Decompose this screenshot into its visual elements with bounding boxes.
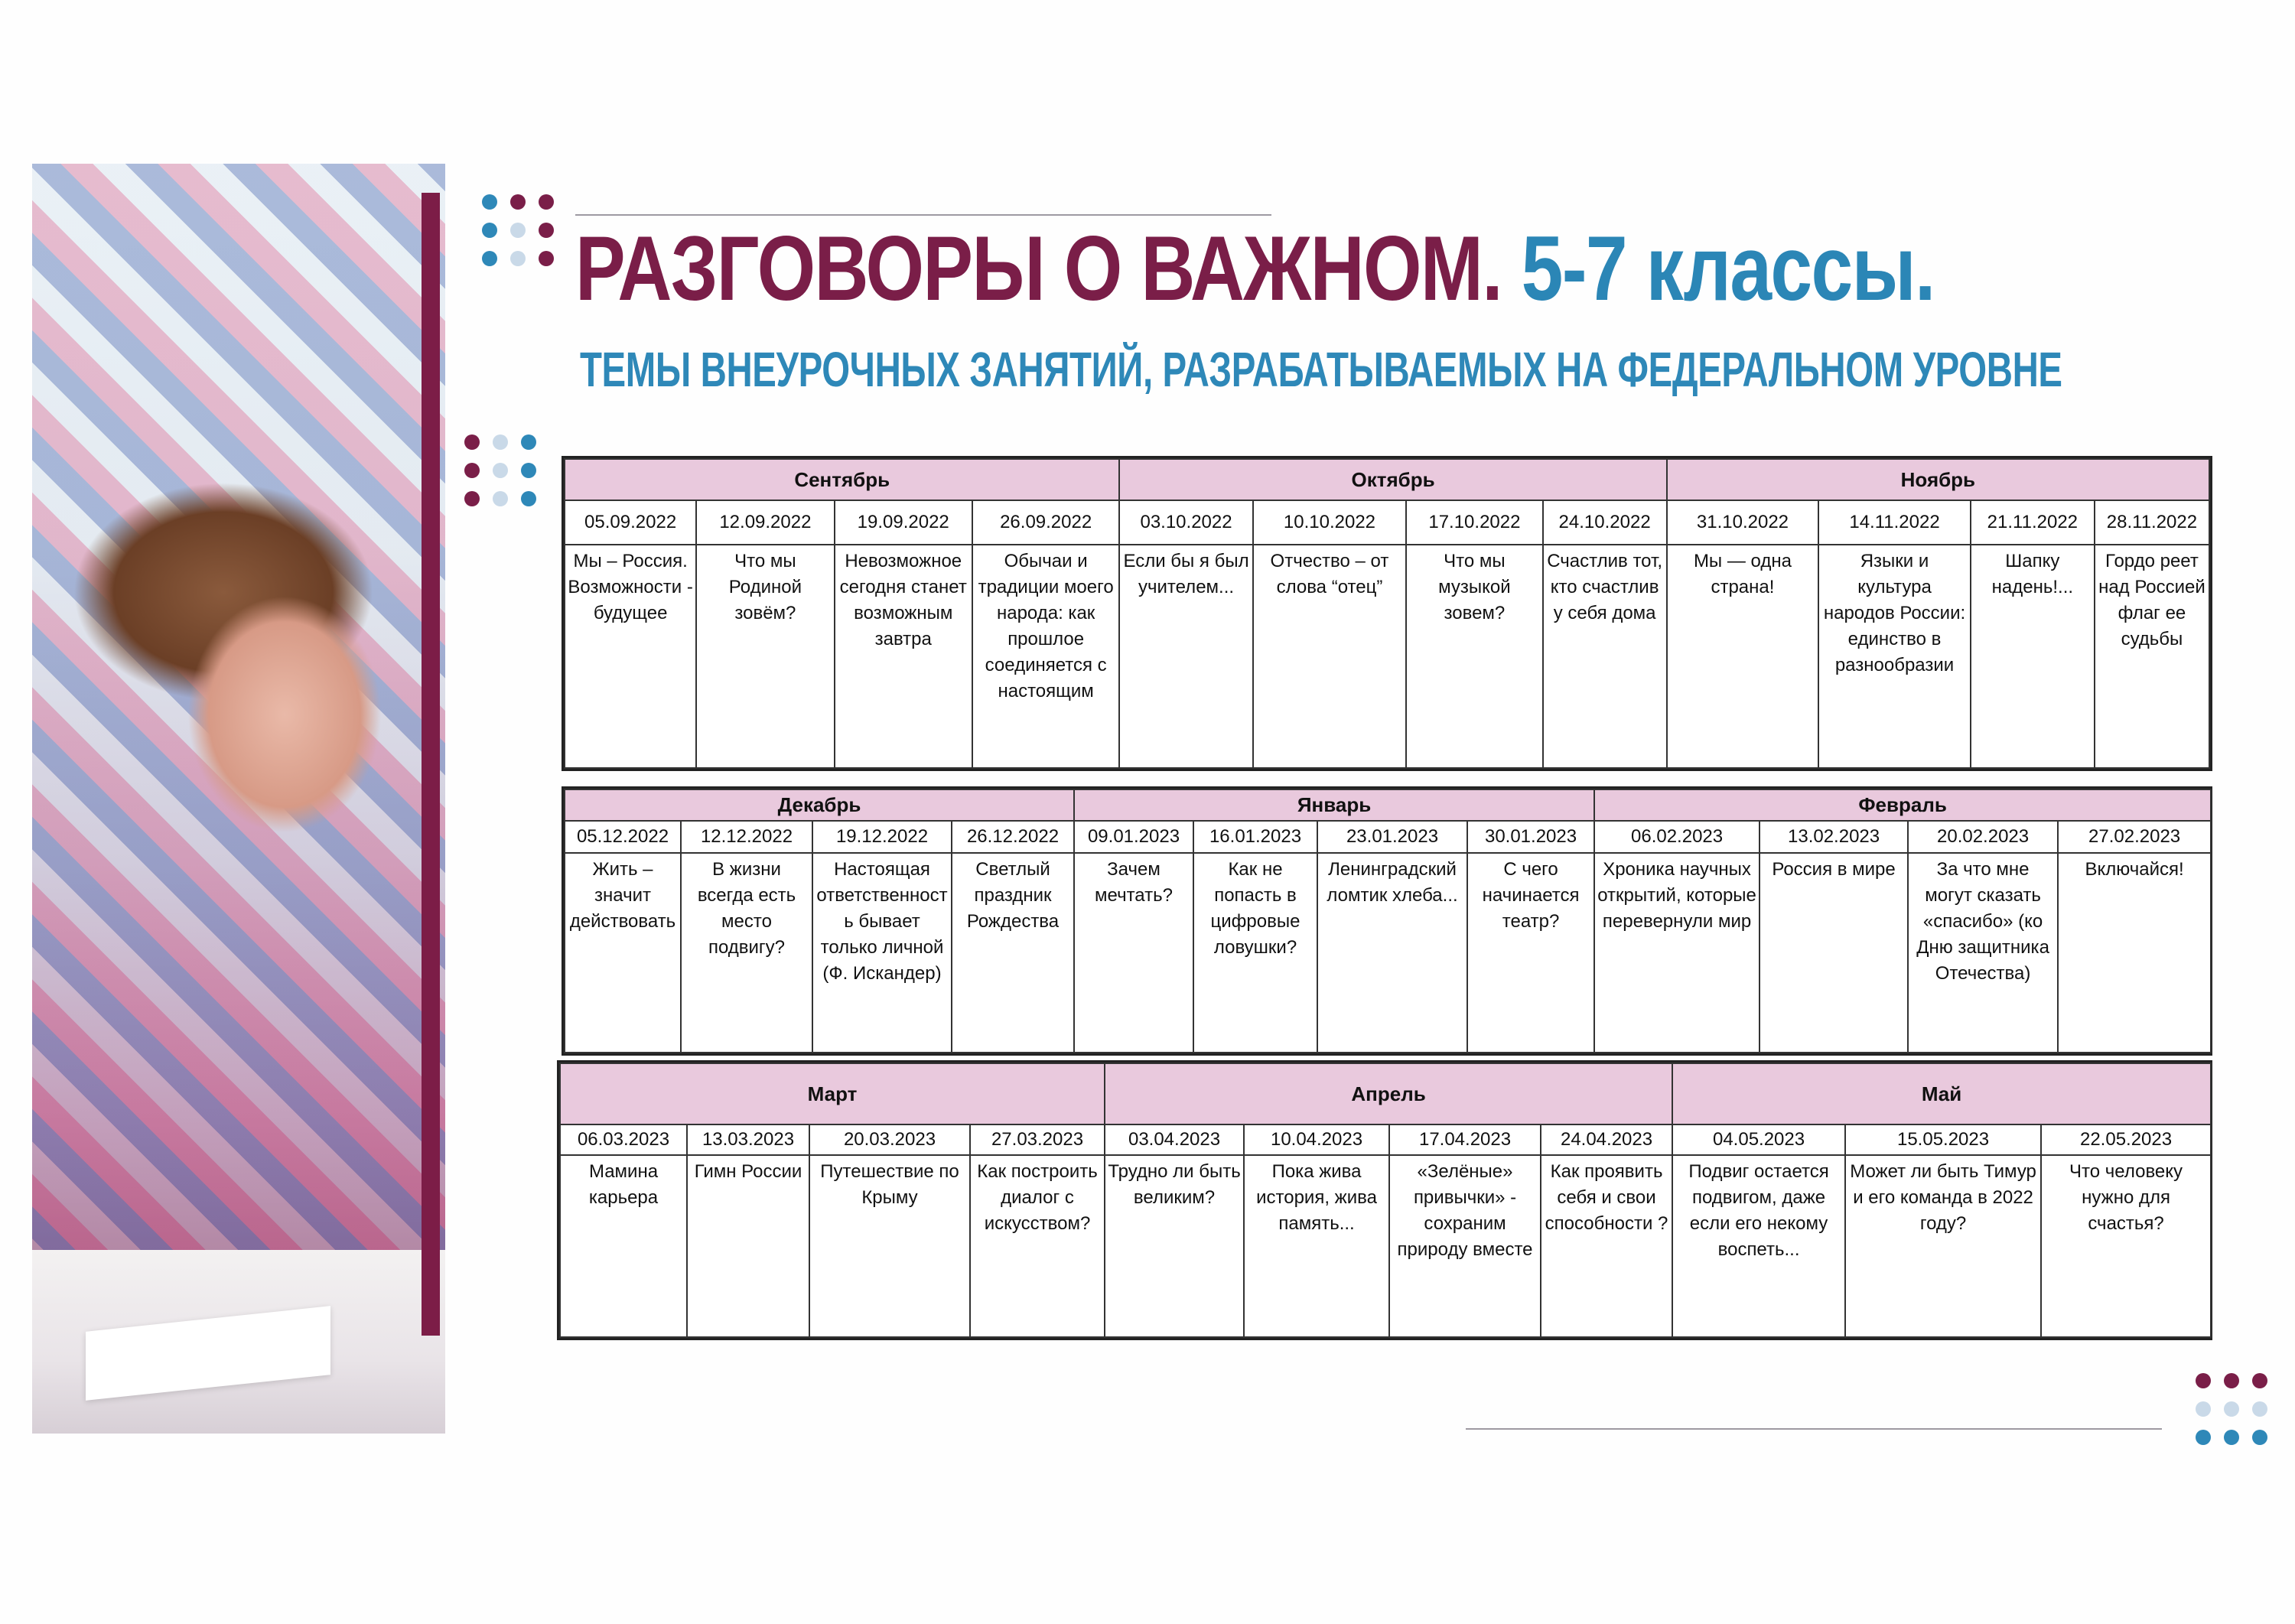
schedule-block-spring bbox=[557, 1060, 2212, 1340]
lesson-topic: Путешествие по Крыму bbox=[809, 1155, 970, 1337]
lesson-date: 06.02.2023 bbox=[1594, 821, 1760, 853]
lesson-date: 21.11.2022 bbox=[1971, 500, 2095, 545]
dot bbox=[493, 491, 508, 506]
date-row bbox=[560, 1124, 2211, 1155]
lesson-topic: Светлый праздник Рождества bbox=[952, 853, 1074, 1053]
lesson-date: 10.04.2023 bbox=[1244, 1124, 1389, 1155]
lesson-date: 15.05.2023 bbox=[1845, 1124, 2041, 1155]
lesson-date: 30.01.2023 bbox=[1467, 821, 1594, 853]
lesson-date: 26.12.2022 bbox=[952, 821, 1074, 853]
lesson-topic: За что мне могут сказать «спасибо» (ко Дню защитника Отечества) bbox=[1908, 853, 2058, 1053]
lesson-date: 03.04.2023 bbox=[1105, 1124, 1244, 1155]
month-row bbox=[565, 459, 2209, 500]
lesson-date: 27.03.2023 bbox=[970, 1124, 1105, 1155]
lesson-date: 13.03.2023 bbox=[687, 1124, 809, 1155]
dot bbox=[2224, 1430, 2239, 1445]
lesson-date: 24.10.2022 bbox=[1543, 500, 1667, 545]
schedule-block-winter bbox=[562, 786, 2212, 1056]
dot bbox=[2196, 1430, 2211, 1445]
title-accent: 5-7 классы. bbox=[1521, 217, 1935, 320]
accent-bar bbox=[422, 193, 440, 1336]
bottom-divider bbox=[1466, 1428, 2162, 1430]
month-header: Сентябрь bbox=[565, 459, 1119, 500]
dot bbox=[482, 251, 497, 266]
date-row bbox=[565, 821, 2211, 853]
dot bbox=[464, 434, 480, 450]
lesson-topic: Настоящая ответственность бывает только личной (Ф. Искандер) bbox=[812, 853, 952, 1053]
dot bbox=[510, 251, 526, 266]
lesson-date: 12.09.2022 bbox=[696, 500, 834, 545]
month-header: Май bbox=[1672, 1063, 2211, 1124]
lesson-topic: Шапку надень!... bbox=[1971, 545, 2095, 768]
dot bbox=[2224, 1373, 2239, 1388]
lesson-date: 19.12.2022 bbox=[812, 821, 952, 853]
lesson-topic: Пока жива история, жива память... bbox=[1244, 1155, 1389, 1337]
month-header: Ноябрь bbox=[1667, 459, 2209, 500]
lesson-topic: Хроника научных открытий, которые перевернули мир bbox=[1594, 853, 1760, 1053]
dot bbox=[2252, 1401, 2267, 1417]
lesson-date: 17.10.2022 bbox=[1406, 500, 1542, 545]
lesson-date: 20.03.2023 bbox=[809, 1124, 970, 1155]
lesson-date: 13.02.2023 bbox=[1760, 821, 1908, 853]
paper-sheet bbox=[86, 1306, 330, 1401]
topic-row bbox=[565, 545, 2209, 768]
lesson-date: 26.09.2022 bbox=[972, 500, 1120, 545]
month-header: Апрель bbox=[1105, 1063, 1672, 1124]
title-main: РАЗГОВОРЫ О ВАЖНОМ. bbox=[575, 217, 1502, 320]
lesson-topic: Языки и культура народов России: единство в разнообразии bbox=[1818, 545, 1971, 768]
dot bbox=[2196, 1401, 2211, 1417]
dot bbox=[510, 223, 526, 238]
dot bbox=[2224, 1401, 2239, 1417]
dot bbox=[2196, 1373, 2211, 1388]
lesson-topic: С чего начинается театр? bbox=[1467, 853, 1594, 1053]
lesson-topic: Счастлив тот, кто счастлив у себя дома bbox=[1543, 545, 1667, 768]
dot bbox=[539, 223, 554, 238]
lesson-topic: Отчество – от слова “отец” bbox=[1253, 545, 1407, 768]
lesson-date: 05.12.2022 bbox=[565, 821, 681, 853]
dot-grid-top bbox=[482, 194, 554, 266]
lesson-topic: Включайся! bbox=[2058, 853, 2211, 1053]
dot bbox=[464, 491, 480, 506]
dot-grid-bottom bbox=[2196, 1373, 2267, 1445]
lesson-topic: Невозможное сегодня станет возможным завтра bbox=[835, 545, 972, 768]
month-row bbox=[565, 789, 2211, 821]
lesson-topic: Что мы музыкой зовем? bbox=[1406, 545, 1542, 768]
lesson-date: 10.10.2022 bbox=[1253, 500, 1407, 545]
lesson-topic: Зачем мечтать? bbox=[1074, 853, 1193, 1053]
lesson-topic: Обычаи и традиции моего народа: как прошлое соединяется с настоящим bbox=[972, 545, 1120, 768]
lesson-date: 27.02.2023 bbox=[2058, 821, 2211, 853]
lesson-date: 09.01.2023 bbox=[1074, 821, 1193, 853]
lesson-date: 31.10.2022 bbox=[1667, 500, 1819, 545]
lesson-topic: Мамина карьера bbox=[560, 1155, 687, 1337]
boy-photo bbox=[32, 164, 445, 1434]
dot bbox=[493, 463, 508, 478]
lesson-topic: Жить – значит действовать bbox=[565, 853, 681, 1053]
dot bbox=[2252, 1430, 2267, 1445]
lesson-topic: Мы – Россия. Возможности - будущее bbox=[565, 545, 696, 768]
lesson-topic: Подвиг остается подвигом, даже если его некому воспеть... bbox=[1672, 1155, 1845, 1337]
dot bbox=[2252, 1373, 2267, 1388]
lesson-topic: Что мы Родиной зовём? bbox=[696, 545, 834, 768]
dot bbox=[482, 223, 497, 238]
lesson-date: 19.09.2022 bbox=[835, 500, 972, 545]
month-header: Октябрь bbox=[1119, 459, 1666, 500]
lesson-date: 23.01.2023 bbox=[1317, 821, 1467, 853]
lesson-topic: Что человеку нужно для счастья? bbox=[2041, 1155, 2211, 1337]
lesson-date: 14.11.2022 bbox=[1818, 500, 1971, 545]
dot bbox=[464, 463, 480, 478]
dot-grid-left bbox=[464, 434, 536, 506]
topic-row bbox=[560, 1155, 2211, 1337]
dot bbox=[521, 491, 536, 506]
dot bbox=[510, 194, 526, 210]
lesson-topic: Гордо реет над Россией флаг ее судьбы bbox=[2095, 545, 2209, 768]
dot bbox=[521, 463, 536, 478]
dot bbox=[482, 194, 497, 210]
page-title bbox=[575, 216, 1935, 321]
lesson-date: 12.12.2022 bbox=[681, 821, 812, 853]
lesson-date: 05.09.2022 bbox=[565, 500, 696, 545]
month-row bbox=[560, 1063, 2211, 1124]
lesson-date: 24.04.2023 bbox=[1541, 1124, 1672, 1155]
lesson-topic: Как построить диалог с искусством? bbox=[970, 1155, 1105, 1337]
lesson-topic: Трудно ли быть великим? bbox=[1105, 1155, 1244, 1337]
lesson-date: 03.10.2022 bbox=[1119, 500, 1252, 545]
lesson-topic: Мы — одна страна! bbox=[1667, 545, 1819, 768]
desk-area bbox=[32, 1250, 445, 1434]
lesson-date: 17.04.2023 bbox=[1389, 1124, 1541, 1155]
topic-row bbox=[565, 853, 2211, 1053]
dot bbox=[521, 434, 536, 450]
lesson-topic: Как проявить себя и свои способности ? bbox=[1541, 1155, 1672, 1337]
schedule-block-autumn bbox=[562, 456, 2212, 771]
lesson-date: 28.11.2022 bbox=[2095, 500, 2209, 545]
lesson-topic: Ленинградский ломтик хлеба... bbox=[1317, 853, 1467, 1053]
lesson-date: 16.01.2023 bbox=[1193, 821, 1317, 853]
page-subtitle: ТЕМЫ ВНЕУРОЧНЫХ ЗАНЯТИЙ, РАЗРАБАТЫВАЕМЫХ НА ФЕДЕРАЛЬНОМ УРОВНЕ bbox=[580, 342, 2062, 397]
month-header: Декабрь bbox=[565, 789, 1074, 821]
dot bbox=[539, 194, 554, 210]
lesson-date: 20.02.2023 bbox=[1908, 821, 2058, 853]
month-header: Март bbox=[560, 1063, 1105, 1124]
lesson-topic: Как не попасть в цифровые ловушки? bbox=[1193, 853, 1317, 1053]
lesson-topic: Россия в мире bbox=[1760, 853, 1908, 1053]
lesson-topic: В жизни всегда есть место подвигу? bbox=[681, 853, 812, 1053]
month-header: Январь bbox=[1074, 789, 1594, 821]
dot bbox=[493, 434, 508, 450]
lesson-topic: «Зелёные» привычки» - сохраним природу вместе bbox=[1389, 1155, 1541, 1337]
lesson-date: 04.05.2023 bbox=[1672, 1124, 1845, 1155]
month-header: Февраль bbox=[1594, 789, 2211, 821]
lesson-topic: Если бы я был учителем... bbox=[1119, 545, 1252, 768]
lesson-date: 22.05.2023 bbox=[2041, 1124, 2211, 1155]
lesson-topic: Может ли быть Тимур и его команда в 2022 году? bbox=[1845, 1155, 2041, 1337]
lesson-topic: Гимн России bbox=[687, 1155, 809, 1337]
dot bbox=[539, 251, 554, 266]
lesson-date: 06.03.2023 bbox=[560, 1124, 687, 1155]
date-row bbox=[565, 500, 2209, 545]
